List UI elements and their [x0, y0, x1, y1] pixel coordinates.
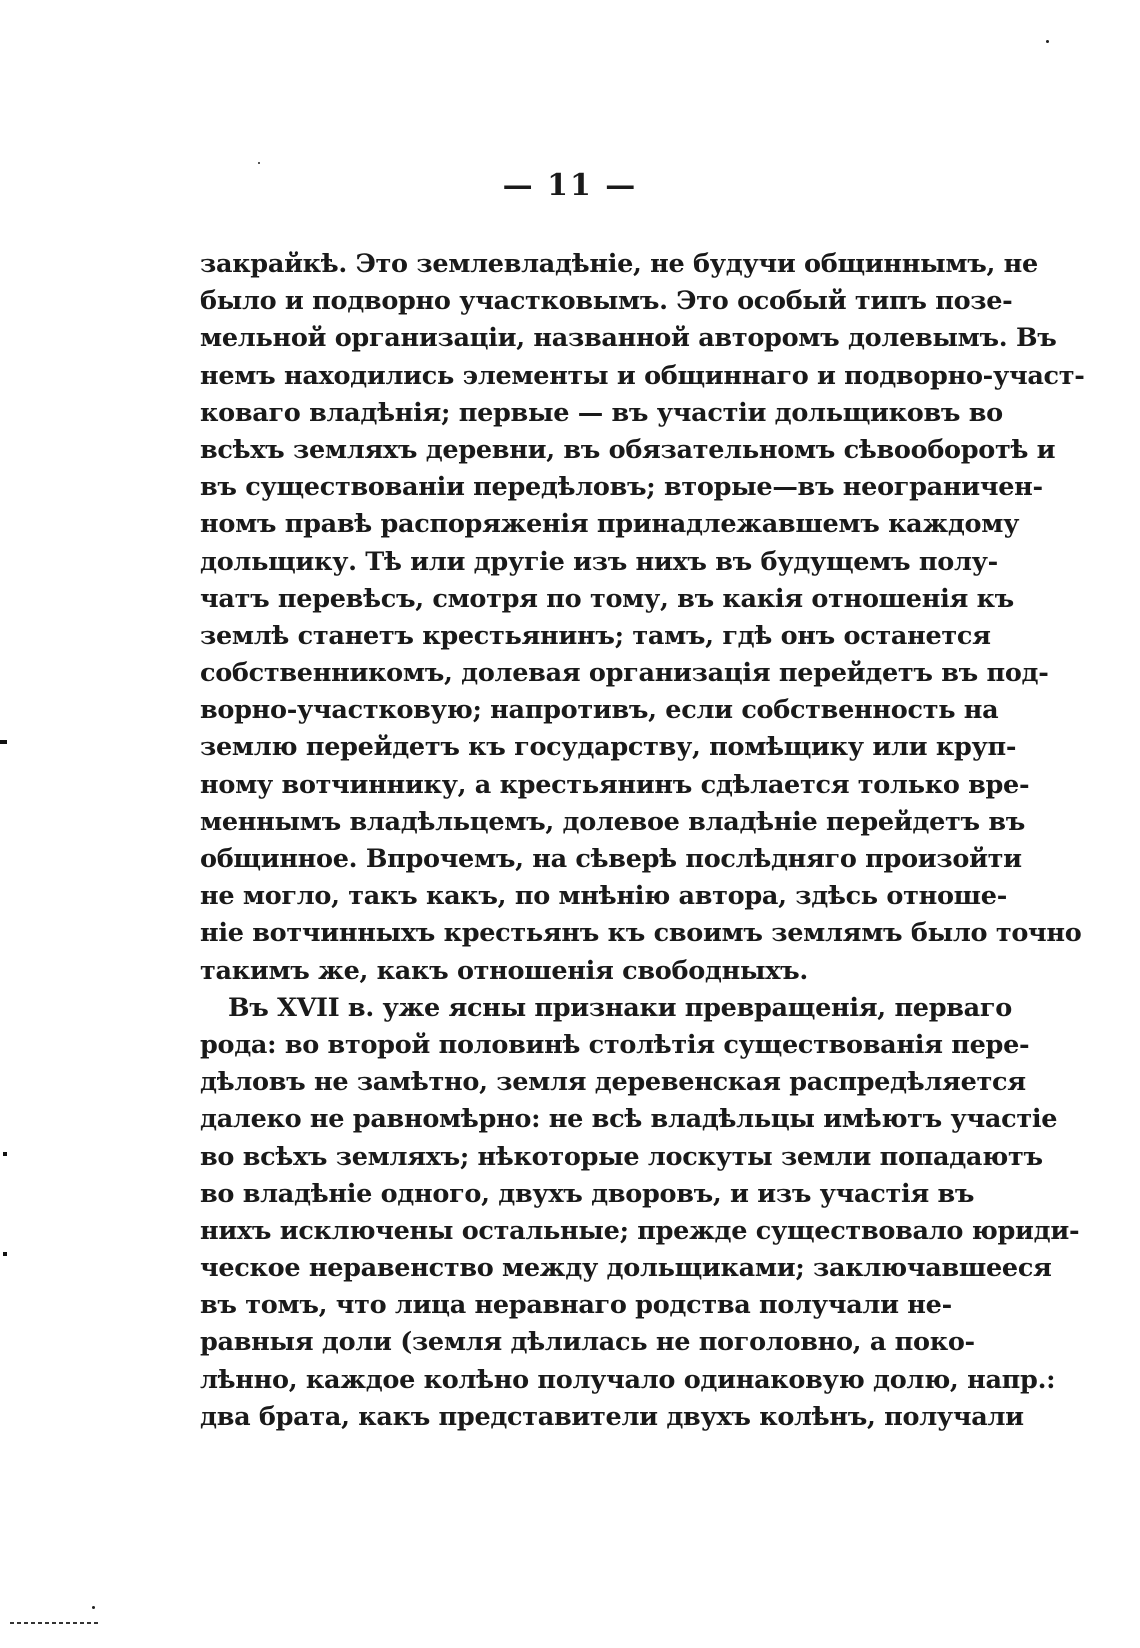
text-line: два брата, какъ представители двухъ колѣнъ, получали — [200, 1401, 1024, 1432]
scan-edge-line — [10, 1622, 98, 1624]
text-line: чатъ перевѣсъ, смотря по тому, въ какія отношенія къ — [200, 583, 1014, 614]
text-line: номъ правѣ распоряженія принадлежавшемъ каждому — [200, 509, 1020, 540]
text-line: общинное. Впрочемъ, на сѣверѣ послѣдняго произойти — [200, 844, 1022, 874]
text-line: дольщику. Тѣ или другіе изъ нихъ въ будущемъ полу- — [200, 546, 998, 577]
text-line: лѣнно, каждое колѣно получало одинаковую долю, напр.: — [200, 1364, 1056, 1395]
text-line: было и подворно участковымъ. Это особый типъ позе- — [200, 286, 1013, 317]
text-line: ческое неравенство между дольщиками; заключавшееся — [200, 1253, 1052, 1284]
text-line: дѣловъ не замѣтно, земля деревенская распредѣляется — [200, 1067, 1026, 1098]
text-line: не могло, такъ какъ, по мнѣнію автора, здѣсь отноше- — [200, 881, 1007, 912]
text-line: въ существованіи передѣловъ; вторые—въ неограничен- — [200, 472, 1043, 503]
scan-speck — [92, 1606, 95, 1609]
margin-mark — [0, 740, 7, 744]
text-line: рода: во второй половинѣ столѣтія существованія пере- — [200, 1029, 1030, 1060]
margin-mark — [3, 1152, 7, 1156]
page-number: — 11 — — [502, 168, 638, 203]
text-line: мельной организаціи, названной авторомъ долевымъ. Въ — [200, 323, 1057, 354]
paragraph-start-line: Въ XVII в. уже ясны признаки превращенія, перваго — [228, 992, 1012, 1023]
text-line: нихъ исключены остальные; прежде существовало юриди- — [200, 1215, 1080, 1246]
text-line: во владѣніе одного, двухъ дворовъ, и изъ участія въ — [200, 1178, 975, 1209]
text-line: въ томъ, что лица неравнаго родства получали не- — [200, 1290, 952, 1321]
scan-speck — [258, 162, 260, 164]
scan-speck — [1046, 40, 1049, 43]
text-line: далеко не равномѣрно: не всѣ владѣльцы имѣютъ участіе — [200, 1104, 1058, 1135]
text-line: всѣхъ земляхъ деревни, въ обязательномъ сѣвооборотѣ и — [200, 434, 1056, 465]
text-line: равныя доли (земля дѣлилась не поголовно, а поко- — [200, 1327, 975, 1358]
text-line: землѣ станетъ крестьянинъ; тамъ, гдѣ онъ останется — [200, 620, 991, 651]
margin-mark — [3, 1252, 7, 1256]
text-line: землю перейдетъ къ государству, помѣщику или круп- — [200, 732, 1017, 763]
text-line: ніе вотчинныхъ крестьянъ къ своимъ землямъ было точно — [200, 918, 1082, 949]
text-line: коваго владѣнія; первые — въ участіи дольщиковъ во — [200, 397, 1003, 428]
body-text — [200, 246, 1085, 1436]
text-line: во всѣхъ земляхъ; нѣкоторые лоскуты земли попадаютъ — [200, 1141, 1043, 1172]
text-line: немъ находились элементы и общиннаго и подворно-участ- — [200, 360, 1085, 391]
text-line: собственникомъ, долевая организація перейдетъ въ под- — [200, 658, 1049, 689]
text-line: ному вотчиннику, а крестьянинъ сдѣлается только вре- — [200, 769, 1030, 800]
text-line: ворно-участковую; напротивъ, если собственность на — [200, 695, 999, 726]
text-line: закрайкѣ. Это землевладѣніе, не будучи общиннымъ, не — [200, 249, 1038, 279]
text-line: меннымъ владѣльцемъ, долевое владѣніе перейдетъ въ — [200, 806, 1026, 837]
paragraph-end-line: такимъ же, какъ отношенія свободныхъ. — [200, 955, 808, 986]
